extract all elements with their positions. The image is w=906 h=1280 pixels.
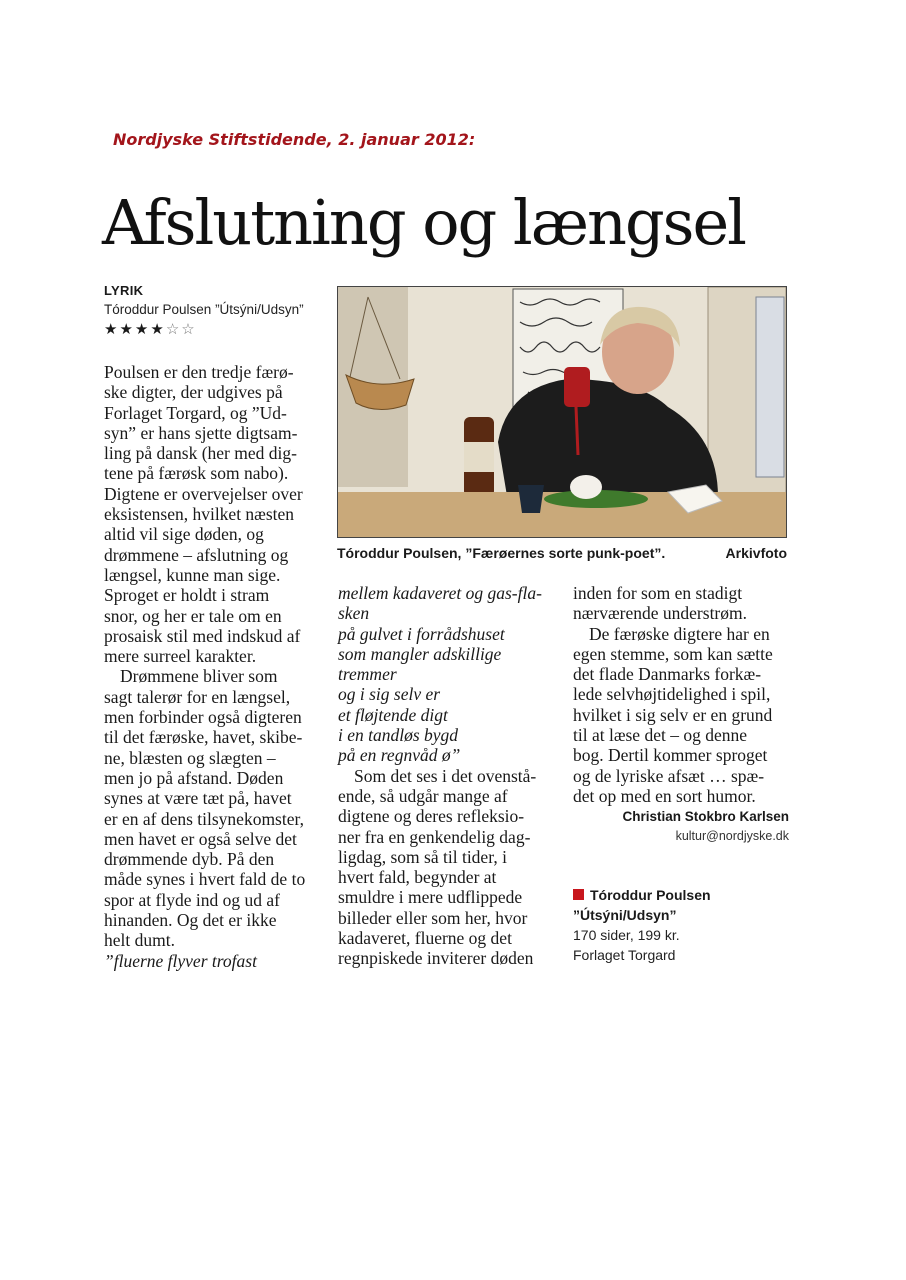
text-line: Sproget er holdt i stram <box>104 585 270 606</box>
factbox-author-line <box>573 885 789 905</box>
text-line: er en af dens tilsynekomster, <box>104 808 305 829</box>
text-line: syn” er hans sjette digtsam- <box>104 422 298 443</box>
caption-text: Tóroddur Poulsen, ”Færøernes sorte punk-poet”. <box>337 545 666 561</box>
text-line: ligdag, som så til tider, i <box>338 846 507 867</box>
text-line: men jo på afstand. Døden <box>104 767 284 788</box>
factbox-title: ”Útsýni/Udsyn” <box>573 907 677 924</box>
text-line: ling på dansk (her med dig- <box>104 443 297 464</box>
photo-white-food <box>570 475 602 499</box>
text-line: synes at være tæt på, havet <box>104 788 292 809</box>
review-work-title: Tóroddur Poulsen ”Útsýni/Udsyn” <box>104 302 304 317</box>
text-line: tremmer <box>338 664 397 685</box>
text-line: men forbinder også digteren <box>104 707 302 728</box>
photo-towel <box>756 297 784 477</box>
text-line: hinanden. Og det er ikke <box>104 910 277 931</box>
text-line: lede selvhøjtidelighed i spil, <box>573 684 771 705</box>
star-filled-icon: ★ <box>134 321 151 338</box>
text-line: bog. Dertil kommer sproget <box>573 745 768 766</box>
author-email: kultur@nordjyske.dk <box>675 829 789 844</box>
column-3-text <box>573 583 789 806</box>
review-genre: LYRIK <box>104 283 144 298</box>
text-line: Drømmene bliver som <box>120 666 278 687</box>
newspaper-source: Nordjyske Stiftstidende, 2. januar 2012: <box>113 130 476 149</box>
text-line: spor at flyde ind og ud af <box>104 889 280 910</box>
text-line: et fløjtende digt <box>338 704 448 725</box>
text-line: ner fra en genkendelig dag- <box>338 826 531 847</box>
text-line: til det færøske, havet, skibe- <box>104 727 303 748</box>
column-1 <box>104 362 318 971</box>
factbox-author: Tóroddur Poulsen <box>590 887 711 904</box>
text-line: sagt talerør for en længsel, <box>104 686 291 707</box>
text-line: snor, og her er tale om en <box>104 605 282 626</box>
text-line: regnpiskede inviterer døden <box>338 948 534 969</box>
text-line: på gulvet i forrådshuset <box>338 623 505 644</box>
text-line: billeder eller som her, hvor <box>338 907 528 928</box>
text-line: ne, blæsten og slægten – <box>104 747 276 768</box>
text-line: De færøske digtere har en <box>589 623 770 644</box>
photo-ketchup-bottle <box>564 367 590 407</box>
text-line: ske digter, der udgives på <box>104 382 283 403</box>
factbox-pages-price: 170 sider, 199 kr. <box>573 927 680 944</box>
text-line: drømmene – afslutning og <box>104 544 289 565</box>
text-line: nærværende understrøm. <box>573 603 747 624</box>
headline: Afslutning og længsel <box>102 186 745 259</box>
text-line: måde synes i hvert fald de to <box>104 869 306 890</box>
text-line: Digtene er overvejelser over <box>104 483 303 504</box>
article-photo <box>337 286 787 538</box>
star-filled-icon: ★ <box>104 321 120 338</box>
factbox <box>573 885 789 965</box>
column-3 <box>573 583 789 965</box>
text-line: Som det ses i det ovenstå- <box>354 765 537 786</box>
text-line: prosaisk stil med indskud af <box>104 625 301 646</box>
star-rating <box>104 320 318 340</box>
factbox-red-square <box>573 889 584 900</box>
text-line: i en tandløs bygd <box>338 725 459 746</box>
photo-ketchup-stream <box>576 407 578 455</box>
text-line: ende, så udgår mange af <box>338 785 508 806</box>
text-line: det flade Danmarks forkæ- <box>573 664 762 685</box>
text-line: Poulsen er den tredje færø- <box>104 362 294 382</box>
text-line: kadaveret, fluerne og det <box>338 928 512 949</box>
text-line: Forlaget Torgard, og ”Ud- <box>104 402 287 423</box>
text-line: eksistensen, hvilket næsten <box>104 504 295 525</box>
text-line: tene på færøsk som nabo). <box>104 463 289 484</box>
star-empty-icon: ☆ <box>165 321 182 338</box>
star-filled-icon: ★ <box>150 321 166 338</box>
text-line: drømmende dyb. På den <box>104 849 275 870</box>
text-line: til at læse det – og denne <box>573 725 747 746</box>
text-line: sken <box>338 603 370 624</box>
text-line: som mangler adskillige <box>338 643 502 664</box>
photo-cup <box>518 485 544 513</box>
text-line: hvilket i sig selv er en grund <box>573 704 773 725</box>
text-line: altid vil sige døden, og <box>104 524 264 545</box>
text-line: mellem kadaveret og gas-fla- <box>338 583 542 603</box>
text-line: digtene og deres refleksio- <box>338 806 525 827</box>
column-2 <box>338 583 556 969</box>
text-line: inden for som en stadigt <box>573 583 743 603</box>
text-line: det op med en sort humor. <box>573 785 756 806</box>
photo-poet-with-ketchup <box>338 287 786 537</box>
text-line: mere surreel karakter. <box>104 646 257 667</box>
text-line: helt dumt. <box>104 930 175 951</box>
text-line: smuldre i mere udflippede <box>338 887 523 908</box>
text-line: længsel, kunne man sige. <box>104 564 281 585</box>
star-filled-icon: ★ <box>119 321 135 338</box>
text-line: ”fluerne flyver trofast <box>104 950 257 971</box>
factbox-publisher: Forlaget Torgard <box>573 947 676 964</box>
photo-hp-label <box>464 442 494 472</box>
byline: Christian Stokbro Karlsen <box>622 809 789 825</box>
review-meta <box>104 282 318 340</box>
text-line: og i sig selv er <box>338 684 441 705</box>
text-line: men havet er også selve det <box>104 828 297 849</box>
star-empty-icon: ☆ <box>181 321 197 338</box>
text-line: hvert fald, begynder at <box>338 867 497 888</box>
text-line: på en regnvåd ø” <box>338 745 461 766</box>
text-line: egen stemme, som kan sætte <box>573 643 773 664</box>
text-line: og de lyriske afsæt … spæ- <box>573 765 765 786</box>
photo-credit: Arkivfoto <box>725 545 787 561</box>
